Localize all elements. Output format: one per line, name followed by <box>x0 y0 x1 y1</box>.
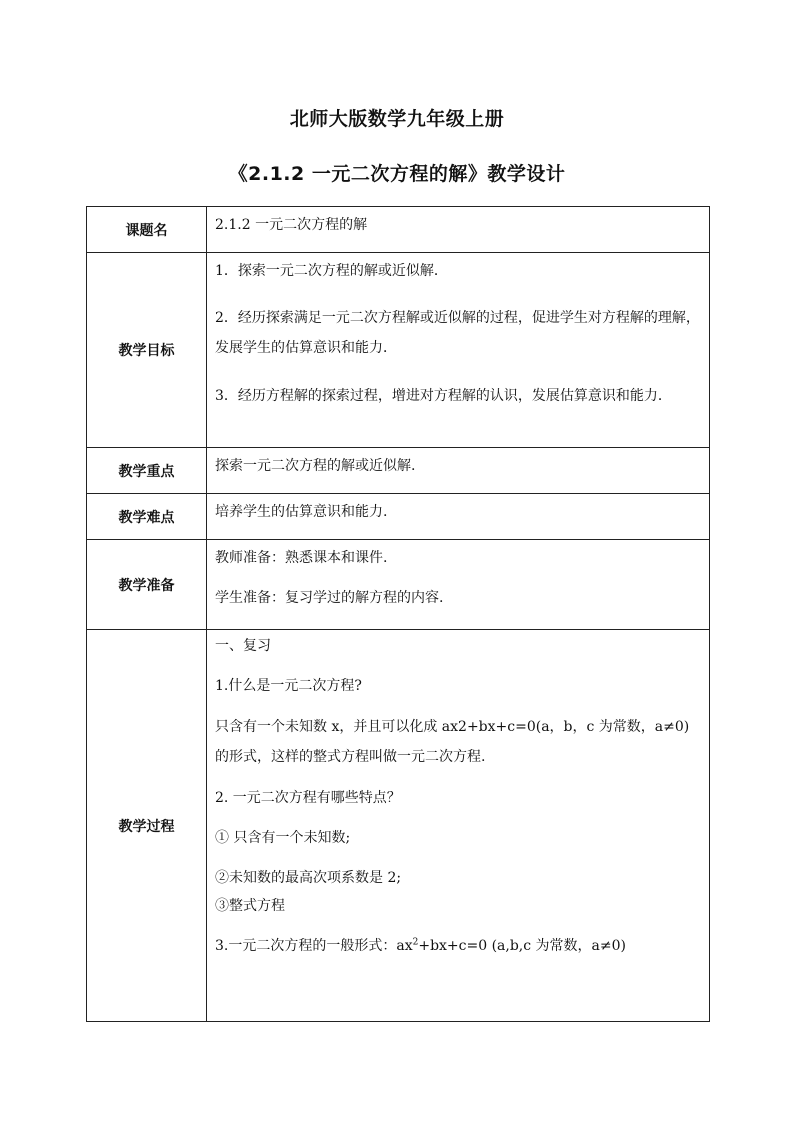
feature-1: ① 只含有一个未知数; <box>215 830 351 846</box>
goals-content <box>207 253 710 448</box>
topic-text: 2.1.2 一元二次方程的解 <box>215 217 368 233</box>
lesson-plan-table <box>86 206 710 1022</box>
table-row-goals <box>87 253 710 448</box>
difficulty-text: 培养学生的估算意识和能力. <box>215 504 388 520</box>
row-label-key-point: 教学重点 <box>87 448 207 494</box>
key-point-content <box>207 448 710 494</box>
document-subtitle: 《2.1.2 一元二次方程的解》教学设计 <box>228 163 566 185</box>
table-row-key-point <box>87 448 710 494</box>
row-label-preparation: 教学准备 <box>87 540 207 630</box>
process-section-heading: 一、复习 <box>215 638 271 654</box>
goal-item-3: 3．经历方程解的探索过程，增进对方程解的认识，发展估算意识和能力． <box>215 388 672 404</box>
document-title: 北师大版数学九年级上册 <box>289 108 505 130</box>
goal-item-1: 1．探索一元二次方程的解或近似解． <box>215 263 448 279</box>
question-2: 2. 一元二次方程有哪些特点？ <box>215 790 401 806</box>
table-row-topic <box>87 207 710 253</box>
question-1: 1.什么是一元二次方程? <box>215 678 362 694</box>
general-form-suffix: +bx+c=0 (a,b,c 为常数，a≠0) <box>418 938 626 954</box>
student-preparation: 学生准备：复习学过的解方程的内容. <box>215 590 444 606</box>
topic-value <box>207 207 710 253</box>
row-label-process: 教学过程 <box>87 630 207 1022</box>
key-point-text: 探索一元二次方程的解或近似解. <box>215 458 416 474</box>
feature-2: ②未知数的最高次项系数是 2; <box>215 870 402 886</box>
general-form-prefix: 3.一元二次方程的一般形式：ax <box>215 938 413 954</box>
table-row-difficulty <box>87 494 710 540</box>
row-label-difficulty: 教学难点 <box>87 494 207 540</box>
preparation-content <box>207 540 710 630</box>
table-row-preparation <box>87 540 710 630</box>
table-row-process <box>87 630 710 1022</box>
row-label-goals: 教学目标 <box>87 253 207 448</box>
difficulty-content <box>207 494 710 540</box>
feature-3: ③整式方程 <box>215 898 285 914</box>
answer-1: 只含有一个未知数 x，并且可以化成 ax2+bx+c=0(a，b，c 为常数，a≠0)的形式，这样的整式方程叫做一元二次方程. <box>215 719 690 765</box>
goal-item-2: 2．经历探索满足一元二次方程解或近似解的过程，促进学生对方程解的理解，发展学生的估算意识和能力． <box>215 310 700 356</box>
process-content <box>207 630 710 1022</box>
general-form <box>215 932 703 960</box>
general-form-exponent: 2 <box>412 937 419 948</box>
row-label-topic: 课题名 <box>87 207 207 253</box>
teacher-preparation: 教师准备：熟悉课本和课件. <box>215 550 388 566</box>
